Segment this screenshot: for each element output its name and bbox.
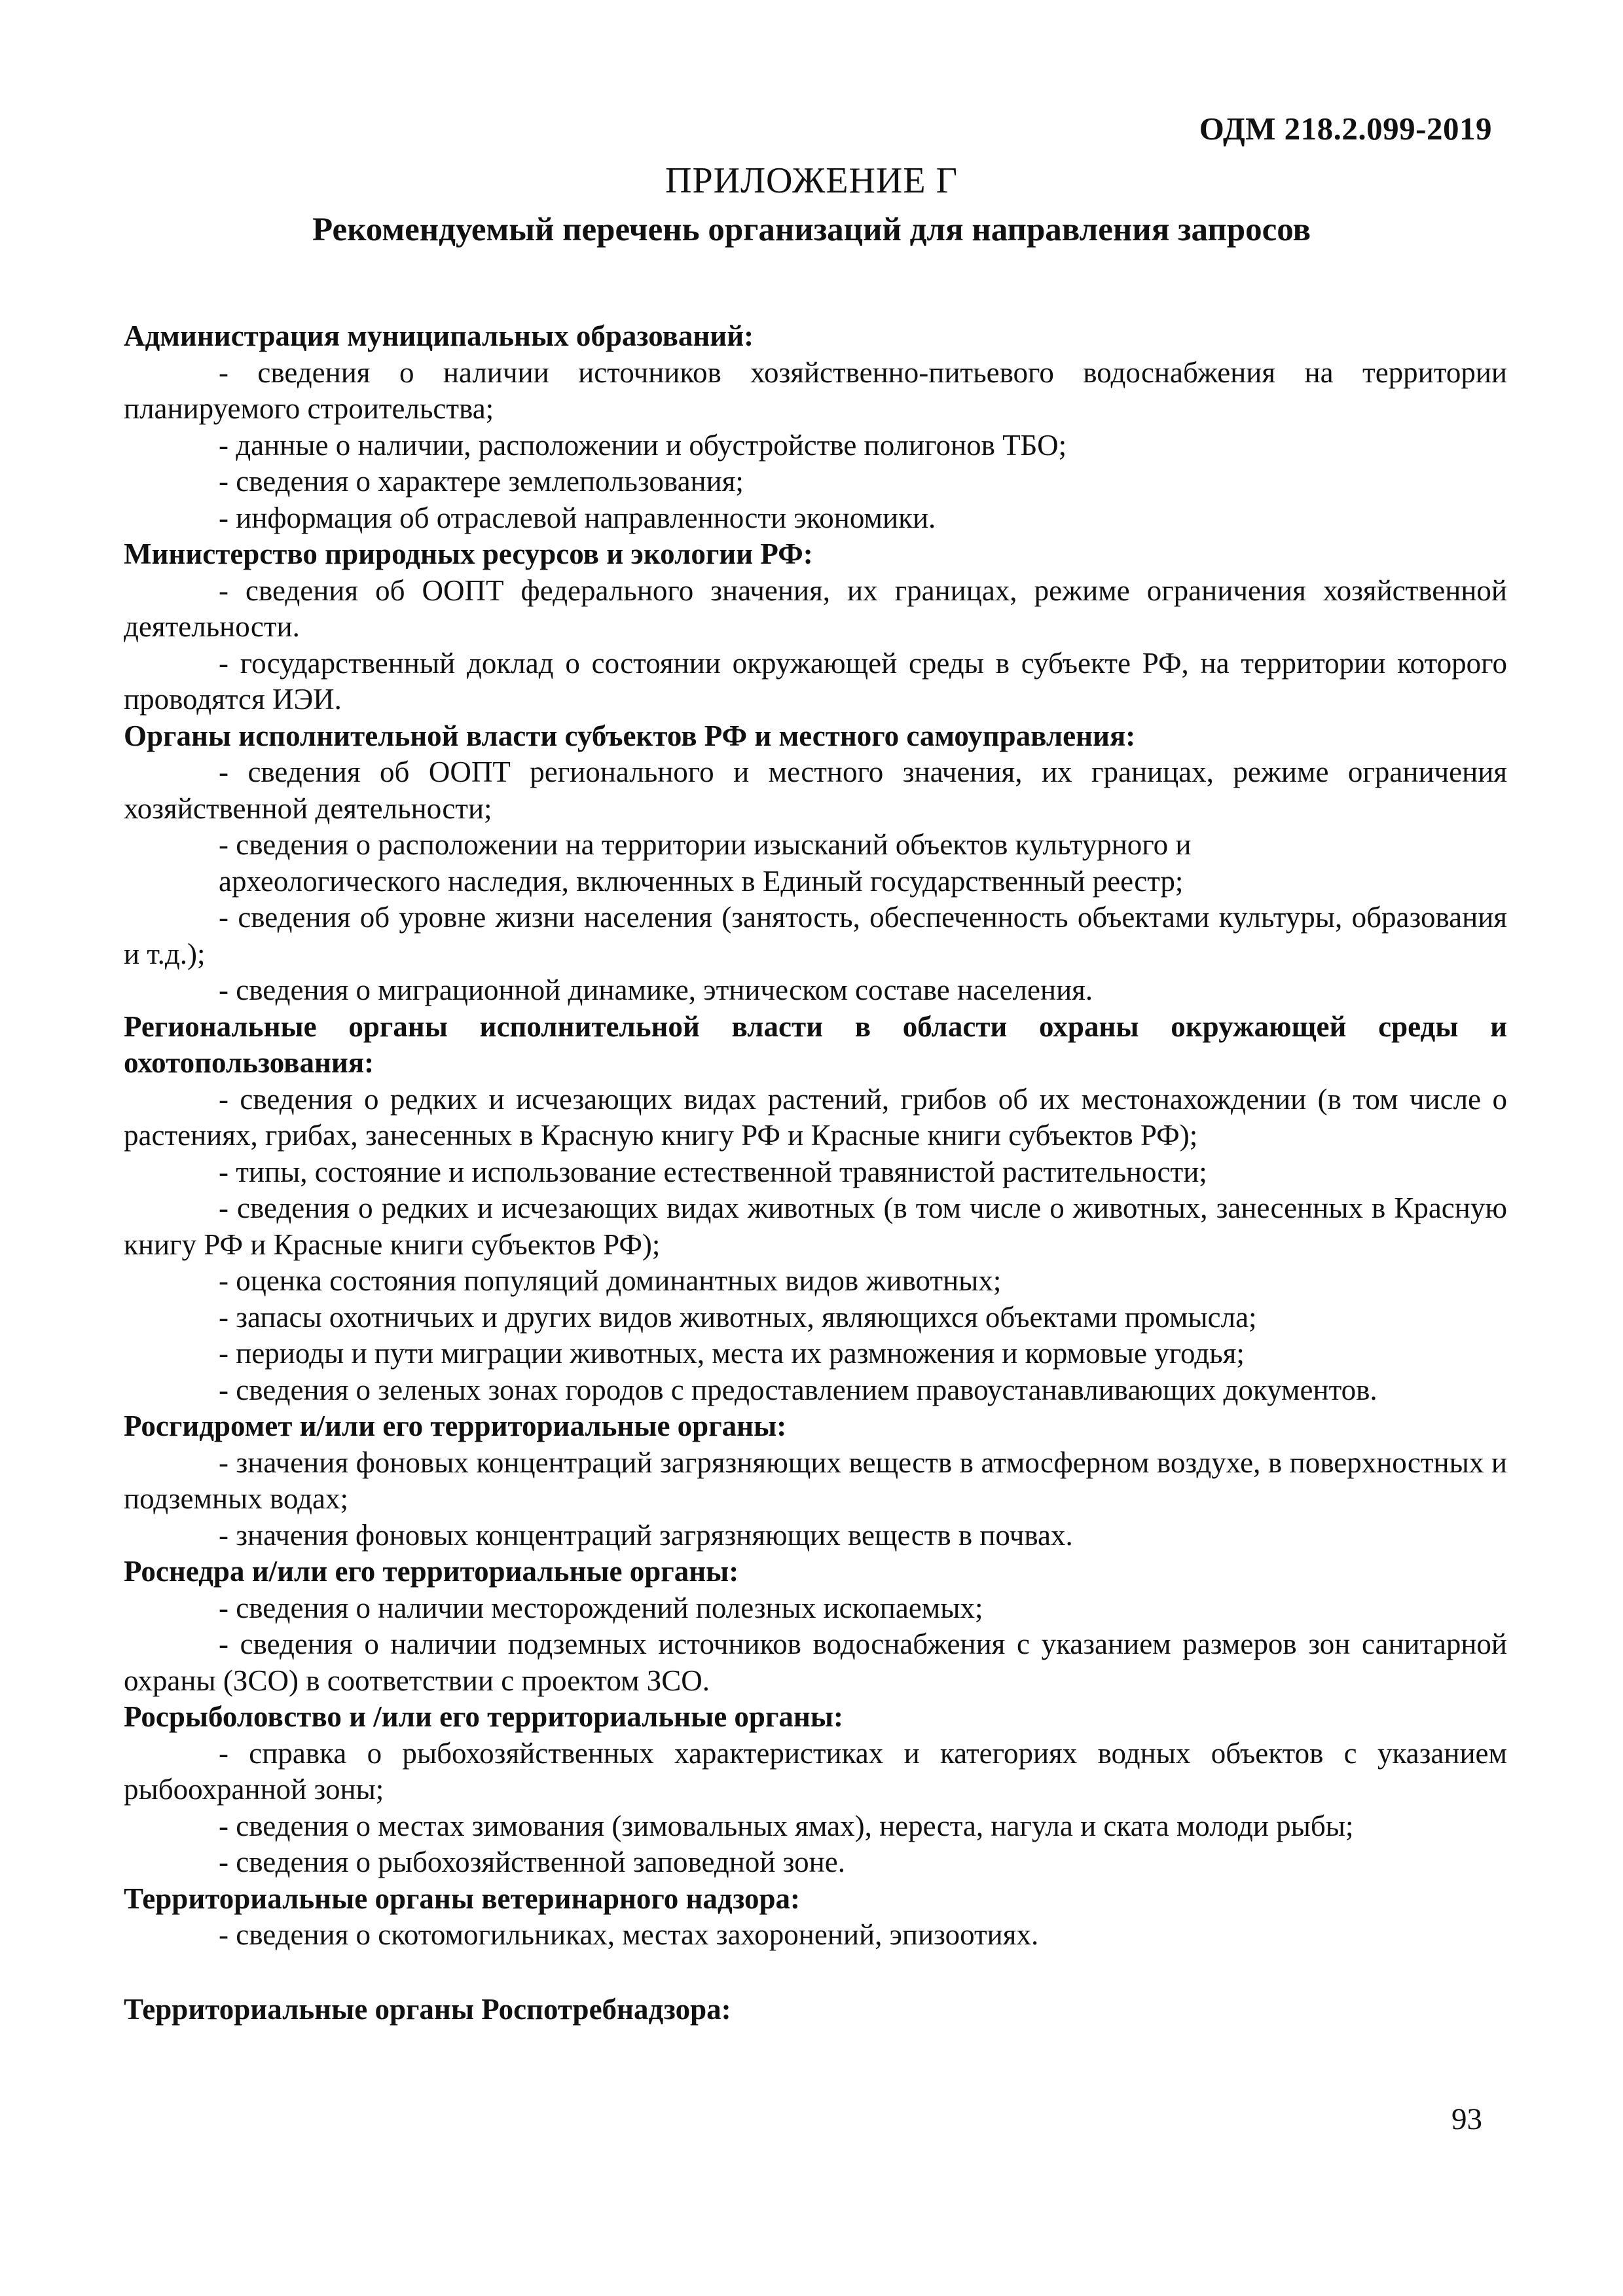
org-heading: Органы исполнительной власти субъектов РФ и местного самоуправления:: [124, 719, 1136, 752]
list-item: - справка о рыбохозяйственных характеристиках и категориях водных объектов с указанием рыбоохранной зоны;: [124, 1736, 1507, 1806]
list-title: Рекомендуемый перечень организаций для направления запросов: [312, 211, 1311, 248]
document-code: ОДМ 218.2.099-2019: [1199, 111, 1492, 147]
list-item: - информация об отраслевой направленности экономики.: [219, 501, 936, 534]
page-number: 93: [1451, 2102, 1482, 2136]
list-item: - сведения о расположении на территории изысканий объектов культурного и: [219, 828, 1192, 861]
org-heading: Росрыболовство и /или его территориальные органы:: [124, 1700, 843, 1733]
org-heading: Министерство природных ресурсов и экологии РФ:: [124, 538, 813, 570]
list-item: - сведения о наличии месторождений полезных ископаемых;: [219, 1591, 983, 1624]
list-item: - сведения об ООПТ регионального и местного значения, их границах, режиме ограничения хозяйственной деятельности;: [124, 756, 1507, 825]
list-item: - периоды и пути миграции животных, места их размножения и кормовые угодья;: [219, 1337, 1245, 1370]
spacer: [124, 1954, 1507, 1992]
list-item: - сведения о редких и исчезающих видах животных (в том числе о животных, занесенных в Красную книгу РФ и Красные книги субъектов РФ);: [124, 1192, 1507, 1261]
list-item: - государственный доклад о состоянии окружающей среды в субъекте РФ, на территории которого проводятся ИЭИ.: [124, 646, 1507, 716]
list-item: - сведения о миграционной динамике, этническом составе населения.: [219, 974, 1093, 1006]
list-item: - сведения об ООПТ федерального значения, их границах, режиме ограничения хозяйственной деятельности.: [124, 574, 1507, 643]
list-item: - сведения о наличии источников хозяйственно-питьевого водоснабжения на территории планируемого строительства;: [124, 355, 1507, 425]
list-item: - оценка состояния популяций доминантных видов животных;: [219, 1264, 1002, 1297]
list-item: - значения фоновых концентраций загрязняющих веществ в атмосферном воздухе, в поверхностных и подземных водах;: [124, 1446, 1507, 1515]
list-item: - данные о наличии, расположении и обустройстве полигонов ТБО;: [219, 428, 1067, 462]
list-item: - сведения о рыбохозяйственной заповедной зоне.: [219, 1846, 845, 1878]
org-heading: Региональные органы исполнительной власти в области охраны окружающей среды и охотопользования:: [124, 1010, 1507, 1079]
list-item: - сведения о редких и исчезающих видах растений, грибов об их местонахождении (в том числе о растениях, грибах, занесенных в Красную книгу РФ и Красные книги субъектов РФ);: [124, 1082, 1507, 1152]
document-body: [124, 318, 1507, 2028]
org-heading: Территориальные органы Роспотребнадзора:: [124, 1992, 731, 2026]
list-item: - запасы охотничьих и других видов животных, являющихся объектами промысла;: [219, 1300, 1257, 1334]
org-heading: Роснедра и/или его территориальные органы:: [124, 1555, 739, 1588]
list-item: - сведения о зеленых зонах городов с предоставлением правоустанавливающих документов.: [219, 1373, 1377, 1406]
list-item: - сведения о скотомогильниках, местах захоронений, эпизоотиях.: [219, 1918, 1039, 1951]
org-heading: Росгидромет и/или его территориальные органы:: [124, 1410, 787, 1442]
org-heading: Администрация муниципальных образований:: [124, 319, 754, 352]
appendix-title: ПРИЛОЖЕНИЕ Г: [665, 160, 958, 201]
list-item: - типы, состояние и использование естественной травянистой растительности;: [219, 1155, 1207, 1188]
list-item: - сведения о местах зимования (зимовальных ямах), нереста, нагула и ската молоди рыбы;: [219, 1809, 1354, 1842]
list-item: - сведения об уровне жизни населения (занятость, обеспеченность объектами культуры, образования и т.д.);: [124, 901, 1507, 970]
list-item: - сведения о характере землепользования;: [219, 465, 744, 498]
list-item: - сведения о наличии подземных источников водоснабжения с указанием размеров зон санитарной охраны (ЗСО) в соответствии с проектом ЗСО.: [124, 1628, 1507, 1697]
org-heading: Территориальные органы ветеринарного надзора:: [124, 1882, 801, 1915]
list-item: археологического наследия, включенных в Единый государственный реестр;: [219, 864, 1184, 898]
list-item: - значения фоновых концентраций загрязняющих веществ в почвах.: [219, 1518, 1073, 1552]
